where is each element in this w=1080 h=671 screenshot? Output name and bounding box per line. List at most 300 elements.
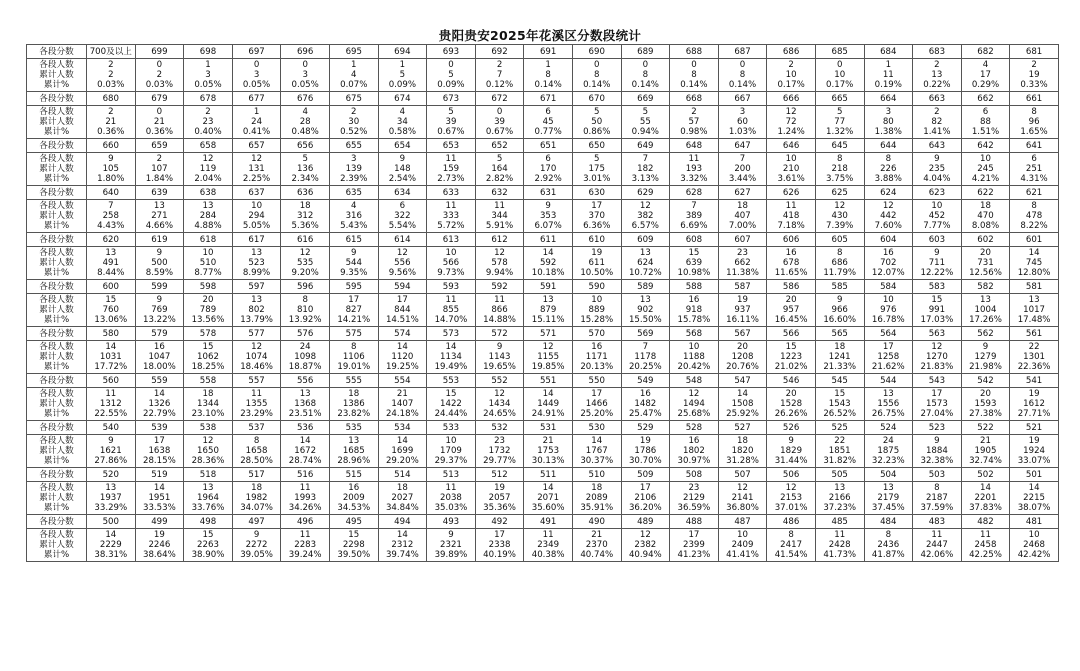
label-percent: 累计% xyxy=(43,550,70,561)
score-cell: 616 xyxy=(281,233,330,247)
score-cell: 656 xyxy=(281,139,330,153)
cumulative-value: 2338 xyxy=(488,539,511,550)
count-value: 21 xyxy=(542,435,554,446)
stats-cell xyxy=(1010,247,1059,280)
score-cell: 634 xyxy=(378,186,427,200)
count-value: 24 xyxy=(882,435,894,446)
score-cell: 680 xyxy=(87,92,136,106)
percent-value: 39.24% xyxy=(288,550,322,561)
count-value: 11 xyxy=(445,294,457,305)
stats-cell xyxy=(232,529,281,562)
percent-value: 30.70% xyxy=(628,456,662,467)
count-value: 9 xyxy=(399,153,406,164)
cumulative-value: 107 xyxy=(151,163,168,174)
cumulative-value: 2409 xyxy=(731,539,754,550)
count-value: 18 xyxy=(348,388,360,399)
label-cumulative: 累计人数 xyxy=(39,539,74,550)
cumulative-value: 491 xyxy=(102,257,119,268)
cumulative-value: 2027 xyxy=(391,492,414,503)
stats-cell xyxy=(329,388,378,421)
stats-cell xyxy=(913,294,962,327)
cumulative-value: 889 xyxy=(588,304,605,315)
stats-cell xyxy=(961,59,1010,92)
stats-cell xyxy=(184,341,233,374)
score-cell: 638 xyxy=(184,186,233,200)
cumulative-value: 34 xyxy=(396,116,408,127)
cumulative-value: 1188 xyxy=(682,351,705,362)
count-value: 17 xyxy=(153,435,165,446)
percent-value: 13.56% xyxy=(191,315,225,326)
count-value: 13 xyxy=(639,294,651,305)
percent-value: 0.48% xyxy=(291,127,319,138)
cumulative-value: 2153 xyxy=(780,492,803,503)
count-value: 15 xyxy=(834,388,846,399)
percent-value: 31.28% xyxy=(726,456,759,467)
score-header-label: 各段分数 xyxy=(27,233,87,247)
stats-cell xyxy=(281,529,330,562)
cumulative-value: 2106 xyxy=(634,492,657,503)
score-cell: 598 xyxy=(184,280,233,294)
count-value: 12 xyxy=(494,247,506,258)
stats-cell xyxy=(913,106,962,139)
cumulative-value: 789 xyxy=(199,304,217,315)
cumulative-value: 175 xyxy=(588,163,605,174)
percent-value: 2.34% xyxy=(291,174,319,185)
count-value: 8 xyxy=(253,435,260,446)
score-cell: 672 xyxy=(475,92,524,106)
count-value: 11 xyxy=(445,153,457,164)
cumulative-value: 611 xyxy=(588,257,605,268)
count-value: 15 xyxy=(931,294,943,305)
stats-cell xyxy=(815,247,864,280)
label-count: 各段人数 xyxy=(39,153,74,164)
score-cell: 620 xyxy=(87,233,136,247)
score-cell: 496 xyxy=(281,515,330,529)
stats-cell xyxy=(524,200,573,233)
stats-cell xyxy=(378,153,427,186)
stats-label-cell xyxy=(27,59,87,92)
cumulative-value: 2038 xyxy=(440,492,462,503)
cumulative-value: 370 xyxy=(588,210,605,221)
count-value: 13 xyxy=(153,200,165,211)
count-value: 23 xyxy=(737,247,748,258)
cumulative-value: 245 xyxy=(977,163,994,174)
count-value: 22 xyxy=(834,435,846,446)
count-value: 9 xyxy=(108,153,114,164)
percent-value: 25.92% xyxy=(726,409,759,420)
stats-cell xyxy=(718,59,767,92)
cumulative-value: 918 xyxy=(685,304,703,315)
count-value: 17 xyxy=(639,482,651,493)
count-value: 13 xyxy=(882,482,894,493)
cumulative-value: 2009 xyxy=(342,492,365,503)
cumulative-value: 2382 xyxy=(634,539,657,550)
percent-value: 0.03% xyxy=(97,80,125,91)
cumulative-value: 556 xyxy=(394,257,411,268)
label-count: 各段人数 xyxy=(39,388,74,399)
score-cell: 690 xyxy=(572,45,621,59)
stats-cell xyxy=(184,153,233,186)
score-header-row xyxy=(27,468,1059,482)
cumulative-value: 902 xyxy=(637,304,654,315)
stats-cell xyxy=(184,106,233,139)
count-value: 11 xyxy=(299,482,311,493)
percent-value: 0.14% xyxy=(534,80,562,91)
score-cell: 671 xyxy=(524,92,573,106)
score-cell: 514 xyxy=(378,468,427,482)
score-cell: 525 xyxy=(815,421,864,435)
score-cell: 570 xyxy=(572,327,621,341)
count-value: 11 xyxy=(105,388,117,399)
stats-cell xyxy=(767,341,816,374)
cumulative-value: 510 xyxy=(199,257,217,268)
score-cell: 644 xyxy=(864,139,913,153)
stats-row xyxy=(27,294,1059,327)
cumulative-value: 96 xyxy=(1028,116,1040,127)
cumulative-value: 1650 xyxy=(197,445,219,456)
percent-value: 6.57% xyxy=(631,221,659,232)
score-cell: 586 xyxy=(767,280,816,294)
count-value: 3 xyxy=(885,106,892,117)
score-header-label: 各段分数 xyxy=(27,327,87,341)
count-value: 14 xyxy=(737,388,748,399)
stats-cell xyxy=(718,482,767,515)
stats-cell xyxy=(572,482,621,515)
percent-value: 39.74% xyxy=(385,550,419,561)
stats-cell xyxy=(1010,200,1059,233)
count-value: 0 xyxy=(448,59,454,70)
score-header-label: 各段分数 xyxy=(27,515,87,529)
count-value: 21 xyxy=(980,435,991,446)
percent-value: 12.80% xyxy=(1017,268,1051,279)
percent-value: 37.45% xyxy=(871,503,905,514)
percent-value: 0.09% xyxy=(388,80,417,91)
count-value: 8 xyxy=(885,529,892,540)
percent-value: 12.22% xyxy=(920,268,954,279)
percent-value: 29.37% xyxy=(434,456,468,467)
percent-value: 21.98% xyxy=(969,362,1002,373)
stats-cell xyxy=(87,388,136,421)
score-header-row xyxy=(27,515,1059,529)
score-cell: 624 xyxy=(864,186,913,200)
count-value: 10 xyxy=(882,294,894,305)
stats-cell xyxy=(1010,529,1059,562)
percent-value: 29.77% xyxy=(483,456,516,467)
score-cell: 659 xyxy=(135,139,184,153)
percent-value: 9.56% xyxy=(388,268,417,279)
cumulative-value: 2321 xyxy=(440,539,462,550)
percent-value: 0.05% xyxy=(291,80,319,91)
percent-value: 32.74% xyxy=(969,456,1002,467)
score-header-row xyxy=(27,139,1059,153)
stats-cell xyxy=(87,247,136,280)
stats-cell xyxy=(281,247,330,280)
cumulative-value: 1924 xyxy=(1023,445,1046,456)
count-value: 9 xyxy=(351,247,357,258)
count-value: 7 xyxy=(739,153,746,164)
percent-value: 10.72% xyxy=(628,268,662,279)
score-cell: 574 xyxy=(378,327,427,341)
percent-value: 28.15% xyxy=(143,456,176,467)
stats-cell xyxy=(864,341,913,374)
score-header-label: 各段分数 xyxy=(27,92,87,106)
cumulative-value: 218 xyxy=(831,163,848,174)
score-cell: 530 xyxy=(572,421,621,435)
count-value: 6 xyxy=(545,153,551,164)
cumulative-value: 1612 xyxy=(1023,398,1046,409)
score-header-label: 各段分数 xyxy=(27,45,87,59)
percent-value: 2.92% xyxy=(534,174,562,185)
percent-value: 40.74% xyxy=(580,550,614,561)
percent-value: 18.25% xyxy=(191,362,225,373)
stats-cell xyxy=(621,106,670,139)
count-value: 23 xyxy=(688,482,700,493)
cumulative-value: 389 xyxy=(685,210,703,221)
stats-cell xyxy=(378,529,427,562)
score-cell: 483 xyxy=(913,515,962,529)
percent-value: 7.00% xyxy=(728,221,757,232)
cumulative-value: 2089 xyxy=(585,492,608,503)
percent-value: 22.79% xyxy=(143,409,176,420)
count-value: 11 xyxy=(494,200,506,211)
count-value: 5 xyxy=(594,153,600,164)
count-value: 9 xyxy=(156,247,163,258)
percent-value: 10.98% xyxy=(677,268,711,279)
count-value: 0 xyxy=(496,106,503,117)
score-cell: 518 xyxy=(184,468,233,482)
score-cell: 510 xyxy=(572,468,621,482)
percent-value: 3.88% xyxy=(874,174,902,185)
percent-value: 0.07% xyxy=(340,80,368,91)
cumulative-value: 1301 xyxy=(1023,351,1046,362)
percent-value: 0.09% xyxy=(437,80,465,91)
percent-value: 8.08% xyxy=(971,221,1000,232)
stats-cell xyxy=(281,59,330,92)
cumulative-value: 544 xyxy=(345,257,362,268)
stats-cell xyxy=(961,482,1010,515)
percent-value: 0.19% xyxy=(874,80,902,91)
percent-value: 15.78% xyxy=(677,315,711,326)
stats-cell xyxy=(913,529,962,562)
score-header-row xyxy=(27,280,1059,294)
cumulative-value: 1368 xyxy=(294,398,317,409)
count-value: 13 xyxy=(105,482,117,493)
label-percent: 累计% xyxy=(43,409,70,420)
stats-cell xyxy=(961,247,1010,280)
label-count: 各段人数 xyxy=(39,435,74,446)
percent-value: 0.05% xyxy=(242,80,271,91)
score-cell: 633 xyxy=(427,186,476,200)
cumulative-value: 11 xyxy=(882,69,894,80)
score-cell: 505 xyxy=(815,468,864,482)
score-cell: 670 xyxy=(572,92,621,106)
count-value: 20 xyxy=(980,388,991,399)
cumulative-value: 271 xyxy=(151,210,168,221)
count-value: 16 xyxy=(153,341,165,352)
label-cumulative: 累计人数 xyxy=(39,210,74,221)
cumulative-value: 452 xyxy=(928,210,946,221)
percent-value: 33.53% xyxy=(143,503,176,514)
stats-cell xyxy=(427,294,476,327)
cumulative-value: 1279 xyxy=(974,351,997,362)
stats-cell xyxy=(87,294,136,327)
stats-cell xyxy=(864,153,913,186)
cumulative-value: 344 xyxy=(491,210,508,221)
score-cell: 679 xyxy=(135,92,184,106)
cumulative-value: 2272 xyxy=(245,539,268,550)
cumulative-value: 430 xyxy=(831,210,848,221)
count-value: 10 xyxy=(591,294,603,305)
count-value: 8 xyxy=(788,529,794,540)
stats-cell xyxy=(232,435,281,468)
stats-cell xyxy=(767,294,816,327)
cumulative-value: 72 xyxy=(785,116,797,127)
score-cell: 694 xyxy=(378,45,427,59)
stats-cell xyxy=(913,153,962,186)
score-cell: 506 xyxy=(767,468,816,482)
cumulative-value: 2166 xyxy=(828,492,851,503)
score-cell: 568 xyxy=(670,327,719,341)
score-cell: 615 xyxy=(329,233,378,247)
stats-cell xyxy=(961,294,1010,327)
score-cell: 539 xyxy=(135,421,184,435)
cumulative-value: 382 xyxy=(637,210,654,221)
cumulative-value: 866 xyxy=(491,304,508,315)
cumulative-value: 1753 xyxy=(537,445,560,456)
percent-value: 9.20% xyxy=(291,268,319,279)
cumulative-value: 28 xyxy=(299,116,311,127)
stats-cell xyxy=(475,153,524,186)
stats-cell xyxy=(329,247,378,280)
percent-value: 41.23% xyxy=(677,550,711,561)
stats-cell xyxy=(135,435,184,468)
percent-value: 42.06% xyxy=(920,550,954,561)
count-value: 9 xyxy=(982,341,989,352)
count-value: 13 xyxy=(348,435,360,446)
score-cell: 565 xyxy=(815,327,864,341)
stats-cell xyxy=(378,435,427,468)
cumulative-value: 170 xyxy=(539,163,557,174)
score-header-row xyxy=(27,327,1059,341)
percent-value: 37.59% xyxy=(920,503,954,514)
cumulative-value: 1964 xyxy=(197,492,219,503)
score-cell: 481 xyxy=(1010,515,1059,529)
stats-cell xyxy=(427,153,476,186)
percent-value: 16.11% xyxy=(726,315,759,326)
percent-value: 1.84% xyxy=(145,174,174,185)
stats-cell xyxy=(621,153,670,186)
score-cell: 486 xyxy=(767,515,816,529)
stats-cell xyxy=(913,388,962,421)
score-cell: 512 xyxy=(475,468,524,482)
percent-value: 5.43% xyxy=(340,221,368,232)
percent-value: 36.80% xyxy=(726,503,759,514)
stats-cell xyxy=(475,435,524,468)
count-value: 11 xyxy=(688,153,700,164)
score-cell: 557 xyxy=(232,374,281,388)
score-cell: 501 xyxy=(1010,468,1059,482)
score-cell: 637 xyxy=(232,186,281,200)
count-value: 13 xyxy=(251,294,263,305)
percent-value: 22.36% xyxy=(1017,362,1051,373)
score-header-label: 各段分数 xyxy=(27,421,87,435)
stats-cell xyxy=(670,435,719,468)
score-cell: 626 xyxy=(767,186,816,200)
stats-cell xyxy=(184,200,233,233)
count-value: 12 xyxy=(494,388,506,399)
cumulative-value: 844 xyxy=(394,304,411,315)
stats-cell xyxy=(572,153,621,186)
percent-value: 41.41% xyxy=(726,550,759,561)
score-cell: 595 xyxy=(329,280,378,294)
percent-value: 29.20% xyxy=(385,456,419,467)
percent-value: 36.59% xyxy=(677,503,711,514)
label-percent: 累计% xyxy=(43,315,70,326)
score-cell: 594 xyxy=(378,280,427,294)
percent-value: 3.61% xyxy=(777,174,805,185)
percent-value: 2.04% xyxy=(194,174,222,185)
score-cell: 537 xyxy=(232,421,281,435)
score-cell: 579 xyxy=(135,327,184,341)
count-value: 17 xyxy=(348,294,360,305)
stats-cell xyxy=(718,247,767,280)
stats-cell xyxy=(670,153,719,186)
stats-cell xyxy=(184,482,233,515)
stats-label-cell xyxy=(27,388,87,421)
percent-value: 8.77% xyxy=(194,268,222,279)
stats-cell xyxy=(572,59,621,92)
count-value: 14 xyxy=(542,247,554,258)
count-value: 19 xyxy=(639,435,651,446)
count-value: 2 xyxy=(691,106,697,117)
label-cumulative: 累计人数 xyxy=(39,445,74,456)
count-value: 12 xyxy=(785,482,797,493)
score-cell: 652 xyxy=(475,139,524,153)
stats-cell xyxy=(670,59,719,92)
score-cell: 674 xyxy=(378,92,427,106)
percent-value: 7.39% xyxy=(826,221,854,232)
count-value: 11 xyxy=(445,482,457,493)
score-header-row xyxy=(27,92,1059,106)
percent-value: 19.65% xyxy=(483,362,516,373)
percent-value: 25.68% xyxy=(677,409,711,420)
score-cell: 528 xyxy=(670,421,719,435)
score-cell: 555 xyxy=(329,374,378,388)
cumulative-value: 769 xyxy=(151,304,168,315)
percent-value: 23.51% xyxy=(288,409,322,420)
count-value: 15 xyxy=(105,294,117,305)
cumulative-value: 1982 xyxy=(245,492,268,503)
stats-cell xyxy=(670,247,719,280)
score-cell: 597 xyxy=(232,280,281,294)
score-cell: 698 xyxy=(184,45,233,59)
percent-value: 31.82% xyxy=(823,456,857,467)
stats-cell xyxy=(572,247,621,280)
cumulative-value: 136 xyxy=(296,163,314,174)
cumulative-value: 1434 xyxy=(488,398,511,409)
score-cell: 692 xyxy=(475,45,524,59)
stats-cell xyxy=(281,482,330,515)
score-cell: 551 xyxy=(524,374,573,388)
percent-value: 42.42% xyxy=(1017,550,1051,561)
cumulative-value: 2179 xyxy=(877,492,900,503)
cumulative-value: 535 xyxy=(296,257,314,268)
score-cell: 487 xyxy=(718,515,767,529)
score-cell: 541 xyxy=(1010,374,1059,388)
label-cumulative: 累计人数 xyxy=(39,351,74,362)
score-cell: 682 xyxy=(961,45,1010,59)
score-cell: 632 xyxy=(475,186,524,200)
